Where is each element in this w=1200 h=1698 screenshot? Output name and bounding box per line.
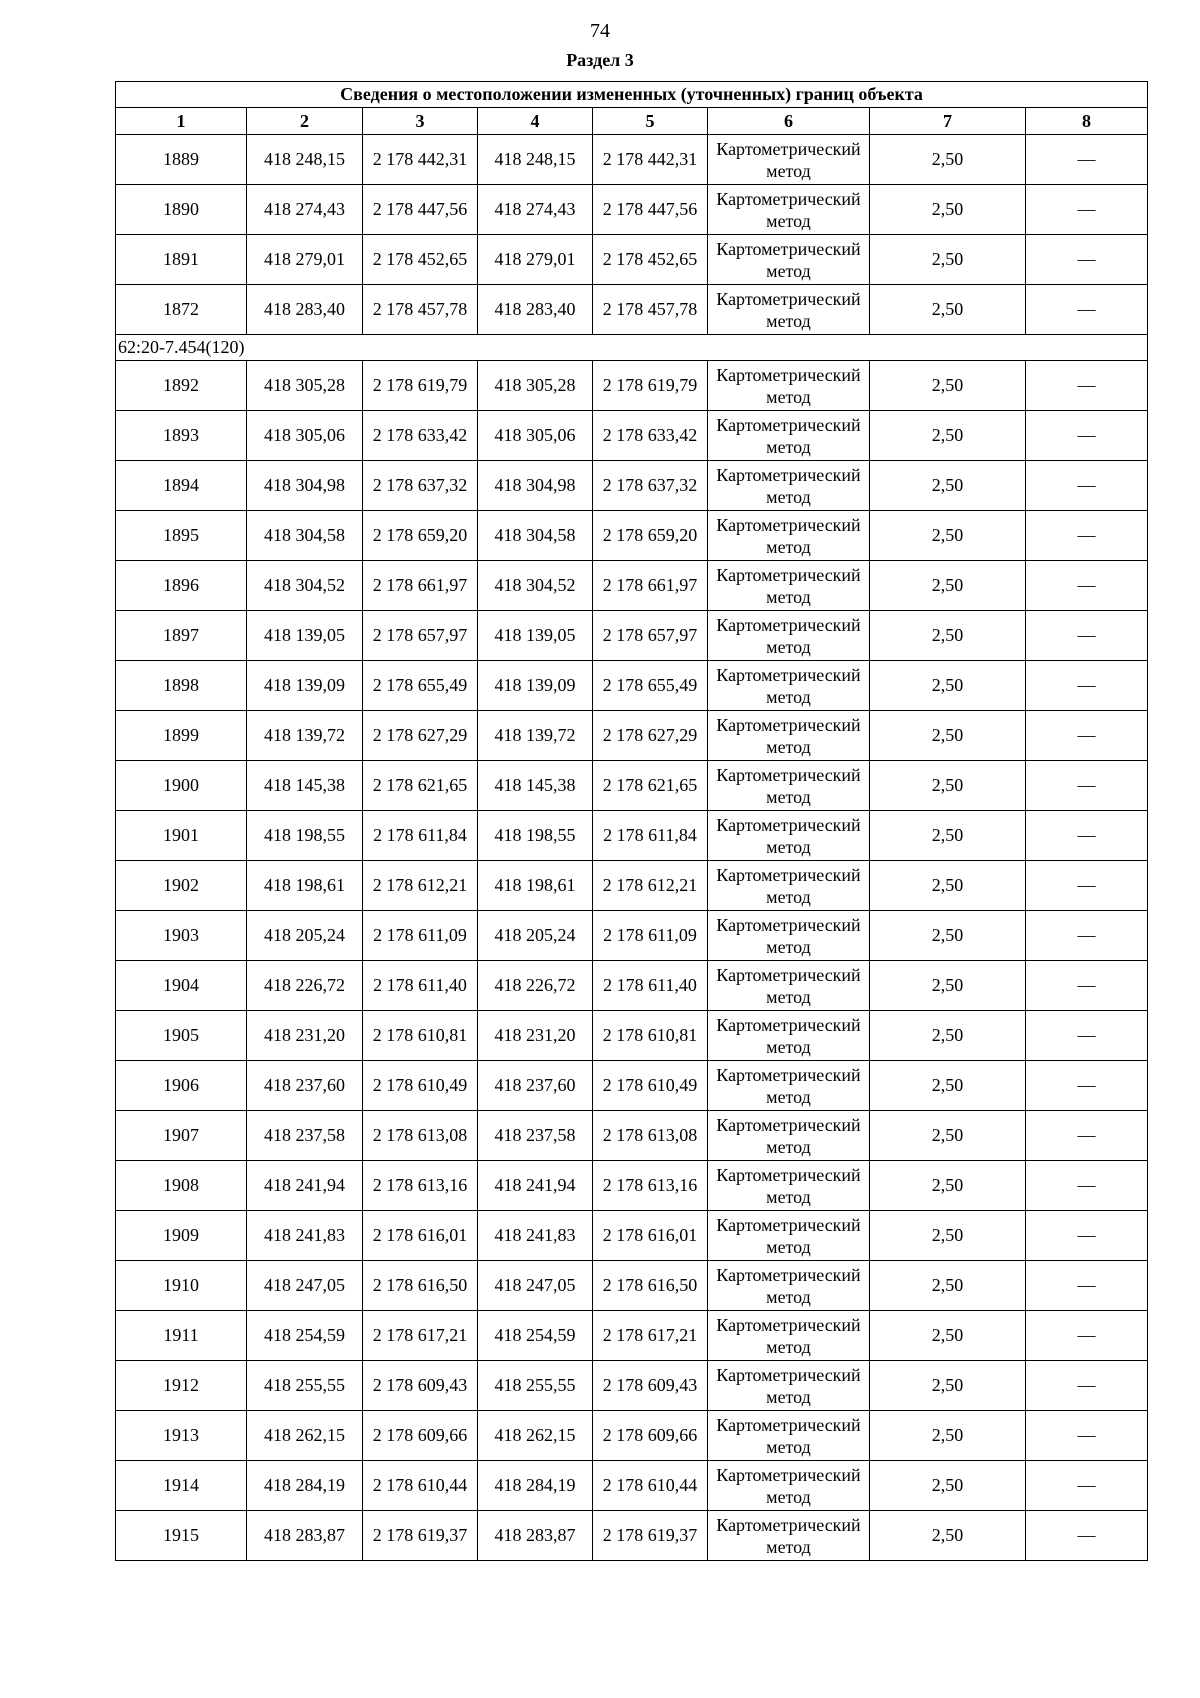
table-row [116, 1211, 1148, 1261]
cell-method: Картометрический метод [708, 911, 870, 961]
cell-method: Картометрический метод [708, 1111, 870, 1161]
cell-y-new: 2 178 610,44 [593, 1461, 708, 1511]
cell-y-existing: 2 178 613,08 [363, 1111, 478, 1161]
cell-point-number: 1890 [116, 185, 247, 235]
cell-x-existing: 418 237,58 [247, 1111, 363, 1161]
cell-y-new: 2 178 611,84 [593, 811, 708, 861]
cell-accuracy: 2,50 [870, 185, 1026, 235]
cell-point-number: 1906 [116, 1061, 247, 1111]
cell-y-existing: 2 178 616,50 [363, 1261, 478, 1311]
cell-x-existing: 418 248,15 [247, 135, 363, 185]
cell-x-new: 418 241,94 [478, 1161, 593, 1211]
cell-accuracy: 2,50 [870, 1161, 1026, 1211]
cell-method: Картометрический метод [708, 235, 870, 285]
cell-x-new: 418 255,55 [478, 1361, 593, 1411]
cell-y-existing: 2 178 619,79 [363, 361, 478, 411]
cell-y-new: 2 178 627,29 [593, 711, 708, 761]
cadastral-number-label: 62:20-7.454(120) [116, 335, 1148, 361]
table-row [116, 761, 1148, 811]
cell-description: — [1026, 185, 1148, 235]
cell-x-existing: 418 283,40 [247, 285, 363, 335]
cell-y-existing: 2 178 609,43 [363, 1361, 478, 1411]
cell-method: Картометрический метод [708, 135, 870, 185]
cell-x-existing: 418 139,05 [247, 611, 363, 661]
cell-accuracy: 2,50 [870, 861, 1026, 911]
cell-x-new: 418 198,55 [478, 811, 593, 861]
cell-method: Картометрический метод [708, 611, 870, 661]
cell-y-existing: 2 178 612,21 [363, 861, 478, 911]
cell-y-new: 2 178 609,43 [593, 1361, 708, 1411]
cell-accuracy: 2,50 [870, 911, 1026, 961]
cell-y-new: 2 178 659,20 [593, 511, 708, 561]
cell-x-existing: 418 237,60 [247, 1061, 363, 1111]
cell-point-number: 1909 [116, 1211, 247, 1261]
section-title: Раздел 3 [566, 50, 634, 70]
cell-y-new: 2 178 633,42 [593, 411, 708, 461]
cell-method: Картометрический метод [708, 1261, 870, 1311]
table-row [116, 1261, 1148, 1311]
cell-x-new: 418 247,05 [478, 1261, 593, 1311]
cell-description: — [1026, 961, 1148, 1011]
cell-y-new: 2 178 619,37 [593, 1511, 708, 1561]
cell-accuracy: 2,50 [870, 1261, 1026, 1311]
cell-point-number: 1899 [116, 711, 247, 761]
cell-x-existing: 418 241,83 [247, 1211, 363, 1261]
cell-accuracy: 2,50 [870, 1361, 1026, 1411]
cell-y-existing: 2 178 619,37 [363, 1511, 478, 1561]
column-number-row [116, 108, 1148, 135]
cell-accuracy: 2,50 [870, 1011, 1026, 1061]
table-row [116, 235, 1148, 285]
cell-x-existing: 418 205,24 [247, 911, 363, 961]
cell-accuracy: 2,50 [870, 511, 1026, 561]
cell-description: — [1026, 1211, 1148, 1261]
cell-method: Картометрический метод [708, 285, 870, 335]
cell-y-new: 2 178 612,21 [593, 861, 708, 911]
cell-description: — [1026, 911, 1148, 961]
cell-description: — [1026, 235, 1148, 285]
cell-y-new: 2 178 657,97 [593, 611, 708, 661]
cell-y-new: 2 178 457,78 [593, 285, 708, 335]
cell-accuracy: 2,50 [870, 1411, 1026, 1461]
cell-point-number: 1896 [116, 561, 247, 611]
cell-y-existing: 2 178 661,97 [363, 561, 478, 611]
cell-y-new: 2 178 613,08 [593, 1111, 708, 1161]
cell-x-existing: 418 198,61 [247, 861, 363, 911]
cell-point-number: 1908 [116, 1161, 247, 1211]
column-number: 4 [478, 108, 593, 135]
cell-method: Картометрический метод [708, 1061, 870, 1111]
cell-description: — [1026, 361, 1148, 411]
cell-point-number: 1893 [116, 411, 247, 461]
cell-y-new: 2 178 610,81 [593, 1011, 708, 1061]
cell-point-number: 1900 [116, 761, 247, 811]
table-row [116, 1311, 1148, 1361]
cell-point-number: 1897 [116, 611, 247, 661]
cell-method: Картометрический метод [708, 961, 870, 1011]
column-number: 8 [1026, 108, 1148, 135]
table-row [116, 611, 1148, 661]
cell-y-existing: 2 178 617,21 [363, 1311, 478, 1361]
table-row [116, 711, 1148, 761]
cell-point-number: 1894 [116, 461, 247, 511]
cell-y-existing: 2 178 609,66 [363, 1411, 478, 1461]
cell-x-existing: 418 241,94 [247, 1161, 363, 1211]
cell-y-existing: 2 178 657,97 [363, 611, 478, 661]
cell-accuracy: 2,50 [870, 761, 1026, 811]
cell-y-new: 2 178 447,56 [593, 185, 708, 235]
cell-accuracy: 2,50 [870, 711, 1026, 761]
cell-description: — [1026, 561, 1148, 611]
cell-accuracy: 2,50 [870, 411, 1026, 461]
cell-y-existing: 2 178 442,31 [363, 135, 478, 185]
cell-x-new: 418 145,38 [478, 761, 593, 811]
cell-x-new: 418 231,20 [478, 1011, 593, 1061]
cell-y-new: 2 178 637,32 [593, 461, 708, 511]
cell-method: Картометрический метод [708, 811, 870, 861]
cell-y-existing: 2 178 610,44 [363, 1461, 478, 1511]
cell-description: — [1026, 861, 1148, 911]
cell-x-existing: 418 304,52 [247, 561, 363, 611]
cell-method: Картометрический метод [708, 461, 870, 511]
table-row [116, 1511, 1148, 1561]
column-number: 6 [708, 108, 870, 135]
cell-method: Картометрический метод [708, 861, 870, 911]
cell-accuracy: 2,50 [870, 1461, 1026, 1511]
cell-y-existing: 2 178 637,32 [363, 461, 478, 511]
cell-description: — [1026, 461, 1148, 511]
cell-accuracy: 2,50 [870, 1511, 1026, 1561]
table-row [116, 511, 1148, 561]
cell-description: — [1026, 135, 1148, 185]
group-header-row [116, 335, 1148, 361]
table-row [116, 1361, 1148, 1411]
column-number: 1 [116, 108, 247, 135]
cell-y-new: 2 178 621,65 [593, 761, 708, 811]
cell-method: Картометрический метод [708, 361, 870, 411]
cell-method: Картометрический метод [708, 661, 870, 711]
cell-accuracy: 2,50 [870, 961, 1026, 1011]
cell-x-existing: 418 247,05 [247, 1261, 363, 1311]
cell-x-existing: 418 139,09 [247, 661, 363, 711]
cell-x-new: 418 226,72 [478, 961, 593, 1011]
cell-method: Картометрический метод [708, 761, 870, 811]
boundary-coordinates-table [115, 81, 1148, 1561]
cell-method: Картометрический метод [708, 411, 870, 461]
cell-x-new: 418 283,87 [478, 1511, 593, 1561]
cell-accuracy: 2,50 [870, 561, 1026, 611]
cell-y-existing: 2 178 610,81 [363, 1011, 478, 1061]
cell-x-new: 418 205,24 [478, 911, 593, 961]
cell-point-number: 1905 [116, 1011, 247, 1061]
cell-accuracy: 2,50 [870, 611, 1026, 661]
cell-description: — [1026, 711, 1148, 761]
cell-y-existing: 2 178 633,42 [363, 411, 478, 461]
cell-x-existing: 418 283,87 [247, 1511, 363, 1561]
cell-x-new: 418 284,19 [478, 1461, 593, 1511]
cell-x-new: 418 237,60 [478, 1061, 593, 1111]
cell-y-new: 2 178 661,97 [593, 561, 708, 611]
cell-y-new: 2 178 611,09 [593, 911, 708, 961]
cell-x-new: 418 283,40 [478, 285, 593, 335]
table-row [116, 1461, 1148, 1511]
cell-x-existing: 418 304,58 [247, 511, 363, 561]
cell-x-new: 418 241,83 [478, 1211, 593, 1261]
cell-x-new: 418 237,58 [478, 1111, 593, 1161]
cell-description: — [1026, 1261, 1148, 1311]
cell-y-new: 2 178 442,31 [593, 135, 708, 185]
cell-y-existing: 2 178 613,16 [363, 1161, 478, 1211]
cell-x-existing: 418 255,55 [247, 1361, 363, 1411]
cell-accuracy: 2,50 [870, 811, 1026, 861]
cell-y-new: 2 178 617,21 [593, 1311, 708, 1361]
cell-x-existing: 418 274,43 [247, 185, 363, 235]
cell-y-new: 2 178 609,66 [593, 1411, 708, 1461]
cell-point-number: 1903 [116, 911, 247, 961]
cell-point-number: 1895 [116, 511, 247, 561]
cell-x-new: 418 305,06 [478, 411, 593, 461]
cell-point-number: 1914 [116, 1461, 247, 1511]
cell-x-existing: 418 304,98 [247, 461, 363, 511]
cell-accuracy: 2,50 [870, 1311, 1026, 1361]
cell-point-number: 1902 [116, 861, 247, 911]
cell-x-existing: 418 305,06 [247, 411, 363, 461]
cell-x-new: 418 305,28 [478, 361, 593, 411]
cell-description: — [1026, 661, 1148, 711]
cell-x-existing: 418 254,59 [247, 1311, 363, 1361]
cell-point-number: 1910 [116, 1261, 247, 1311]
cell-description: — [1026, 1161, 1148, 1211]
cell-accuracy: 2,50 [870, 235, 1026, 285]
cell-x-existing: 418 279,01 [247, 235, 363, 285]
cell-accuracy: 2,50 [870, 361, 1026, 411]
table-row [116, 911, 1148, 961]
column-number: 5 [593, 108, 708, 135]
cell-y-new: 2 178 616,01 [593, 1211, 708, 1261]
table-row [116, 185, 1148, 235]
cell-accuracy: 2,50 [870, 1111, 1026, 1161]
table-row [116, 461, 1148, 511]
cell-x-existing: 418 262,15 [247, 1411, 363, 1461]
cell-description: — [1026, 1111, 1148, 1161]
column-number: 3 [363, 108, 478, 135]
cell-method: Картометрический метод [708, 185, 870, 235]
column-number: 2 [247, 108, 363, 135]
cell-point-number: 1904 [116, 961, 247, 1011]
cell-x-existing: 418 305,28 [247, 361, 363, 411]
cell-method: Картометрический метод [708, 1411, 870, 1461]
table-row [116, 1061, 1148, 1111]
cell-x-new: 418 304,98 [478, 461, 593, 511]
cell-description: — [1026, 1311, 1148, 1361]
cell-description: — [1026, 285, 1148, 335]
cell-y-existing: 2 178 610,49 [363, 1061, 478, 1111]
table-row [116, 1161, 1148, 1211]
cell-x-new: 418 304,52 [478, 561, 593, 611]
cell-x-existing: 418 198,55 [247, 811, 363, 861]
cell-point-number: 1912 [116, 1361, 247, 1411]
table-caption: Сведения о местоположении измененных (уточненных) границ объекта [116, 82, 1148, 108]
cell-y-new: 2 178 655,49 [593, 661, 708, 711]
cell-x-new: 418 262,15 [478, 1411, 593, 1461]
table-row [116, 861, 1148, 911]
cell-accuracy: 2,50 [870, 285, 1026, 335]
cell-method: Картометрический метод [708, 511, 870, 561]
cell-y-new: 2 178 452,65 [593, 235, 708, 285]
table-caption-row [116, 82, 1148, 108]
cell-x-new: 418 248,15 [478, 135, 593, 185]
cell-accuracy: 2,50 [870, 661, 1026, 711]
cell-description: — [1026, 1061, 1148, 1111]
cell-description: — [1026, 611, 1148, 661]
cell-description: — [1026, 411, 1148, 461]
cell-method: Картометрический метод [708, 1161, 870, 1211]
cell-x-new: 418 198,61 [478, 861, 593, 911]
table-row [116, 411, 1148, 461]
cell-method: Картометрический метод [708, 1211, 870, 1261]
cell-method: Картометрический метод [708, 711, 870, 761]
cell-point-number: 1872 [116, 285, 247, 335]
cell-y-existing: 2 178 611,40 [363, 961, 478, 1011]
table-row [116, 1111, 1148, 1161]
cell-description: — [1026, 1461, 1148, 1511]
cell-x-new: 418 254,59 [478, 1311, 593, 1361]
cell-y-existing: 2 178 611,09 [363, 911, 478, 961]
cell-y-existing: 2 178 611,84 [363, 811, 478, 861]
cell-x-new: 418 139,09 [478, 661, 593, 711]
cell-method: Картометрический метод [708, 561, 870, 611]
cell-x-existing: 418 226,72 [247, 961, 363, 1011]
table-body [116, 82, 1148, 1561]
cell-point-number: 1892 [116, 361, 247, 411]
cell-x-new: 418 139,72 [478, 711, 593, 761]
table-row [116, 561, 1148, 611]
cell-method: Картометрический метод [708, 1361, 870, 1411]
cell-point-number: 1911 [116, 1311, 247, 1361]
cell-description: — [1026, 1361, 1148, 1411]
table-row [116, 1411, 1148, 1461]
cell-method: Картометрический метод [708, 1461, 870, 1511]
column-number: 7 [870, 108, 1026, 135]
cell-x-existing: 418 139,72 [247, 711, 363, 761]
cell-method: Картометрический метод [708, 1011, 870, 1061]
cell-point-number: 1907 [116, 1111, 247, 1161]
cell-point-number: 1889 [116, 135, 247, 185]
table-row [116, 361, 1148, 411]
cell-point-number: 1891 [116, 235, 247, 285]
cell-accuracy: 2,50 [870, 135, 1026, 185]
cell-x-new: 418 274,43 [478, 185, 593, 235]
cell-method: Картометрический метод [708, 1311, 870, 1361]
table-row [116, 1011, 1148, 1061]
cell-x-existing: 418 284,19 [247, 1461, 363, 1511]
cell-x-new: 418 304,58 [478, 511, 593, 561]
cell-y-new: 2 178 619,79 [593, 361, 708, 411]
cell-y-existing: 2 178 655,49 [363, 661, 478, 711]
cell-description: — [1026, 761, 1148, 811]
cell-y-existing: 2 178 621,65 [363, 761, 478, 811]
cell-method: Картометрический метод [708, 1511, 870, 1561]
cell-point-number: 1898 [116, 661, 247, 711]
page-number: 74 [590, 20, 610, 42]
cell-y-existing: 2 178 616,01 [363, 1211, 478, 1261]
cell-point-number: 1915 [116, 1511, 247, 1561]
cell-y-existing: 2 178 452,65 [363, 235, 478, 285]
table-row [116, 285, 1148, 335]
table-row [116, 661, 1148, 711]
cell-point-number: 1913 [116, 1411, 247, 1461]
cell-accuracy: 2,50 [870, 1061, 1026, 1111]
table-row [116, 961, 1148, 1011]
cell-description: — [1026, 1411, 1148, 1461]
cell-x-new: 418 279,01 [478, 235, 593, 285]
cell-y-new: 2 178 613,16 [593, 1161, 708, 1211]
cell-y-existing: 2 178 457,78 [363, 285, 478, 335]
cell-y-new: 2 178 611,40 [593, 961, 708, 1011]
cell-y-new: 2 178 610,49 [593, 1061, 708, 1111]
cell-x-existing: 418 145,38 [247, 761, 363, 811]
table-row [116, 135, 1148, 185]
cell-accuracy: 2,50 [870, 1211, 1026, 1261]
cell-description: — [1026, 1511, 1148, 1561]
cell-y-new: 2 178 616,50 [593, 1261, 708, 1311]
cell-description: — [1026, 1011, 1148, 1061]
cell-description: — [1026, 811, 1148, 861]
cell-y-existing: 2 178 447,56 [363, 185, 478, 235]
cell-y-existing: 2 178 627,29 [363, 711, 478, 761]
cell-description: — [1026, 511, 1148, 561]
cell-accuracy: 2,50 [870, 461, 1026, 511]
cell-x-new: 418 139,05 [478, 611, 593, 661]
cell-y-existing: 2 178 659,20 [363, 511, 478, 561]
table-row [116, 811, 1148, 861]
cell-point-number: 1901 [116, 811, 247, 861]
cell-x-existing: 418 231,20 [247, 1011, 363, 1061]
